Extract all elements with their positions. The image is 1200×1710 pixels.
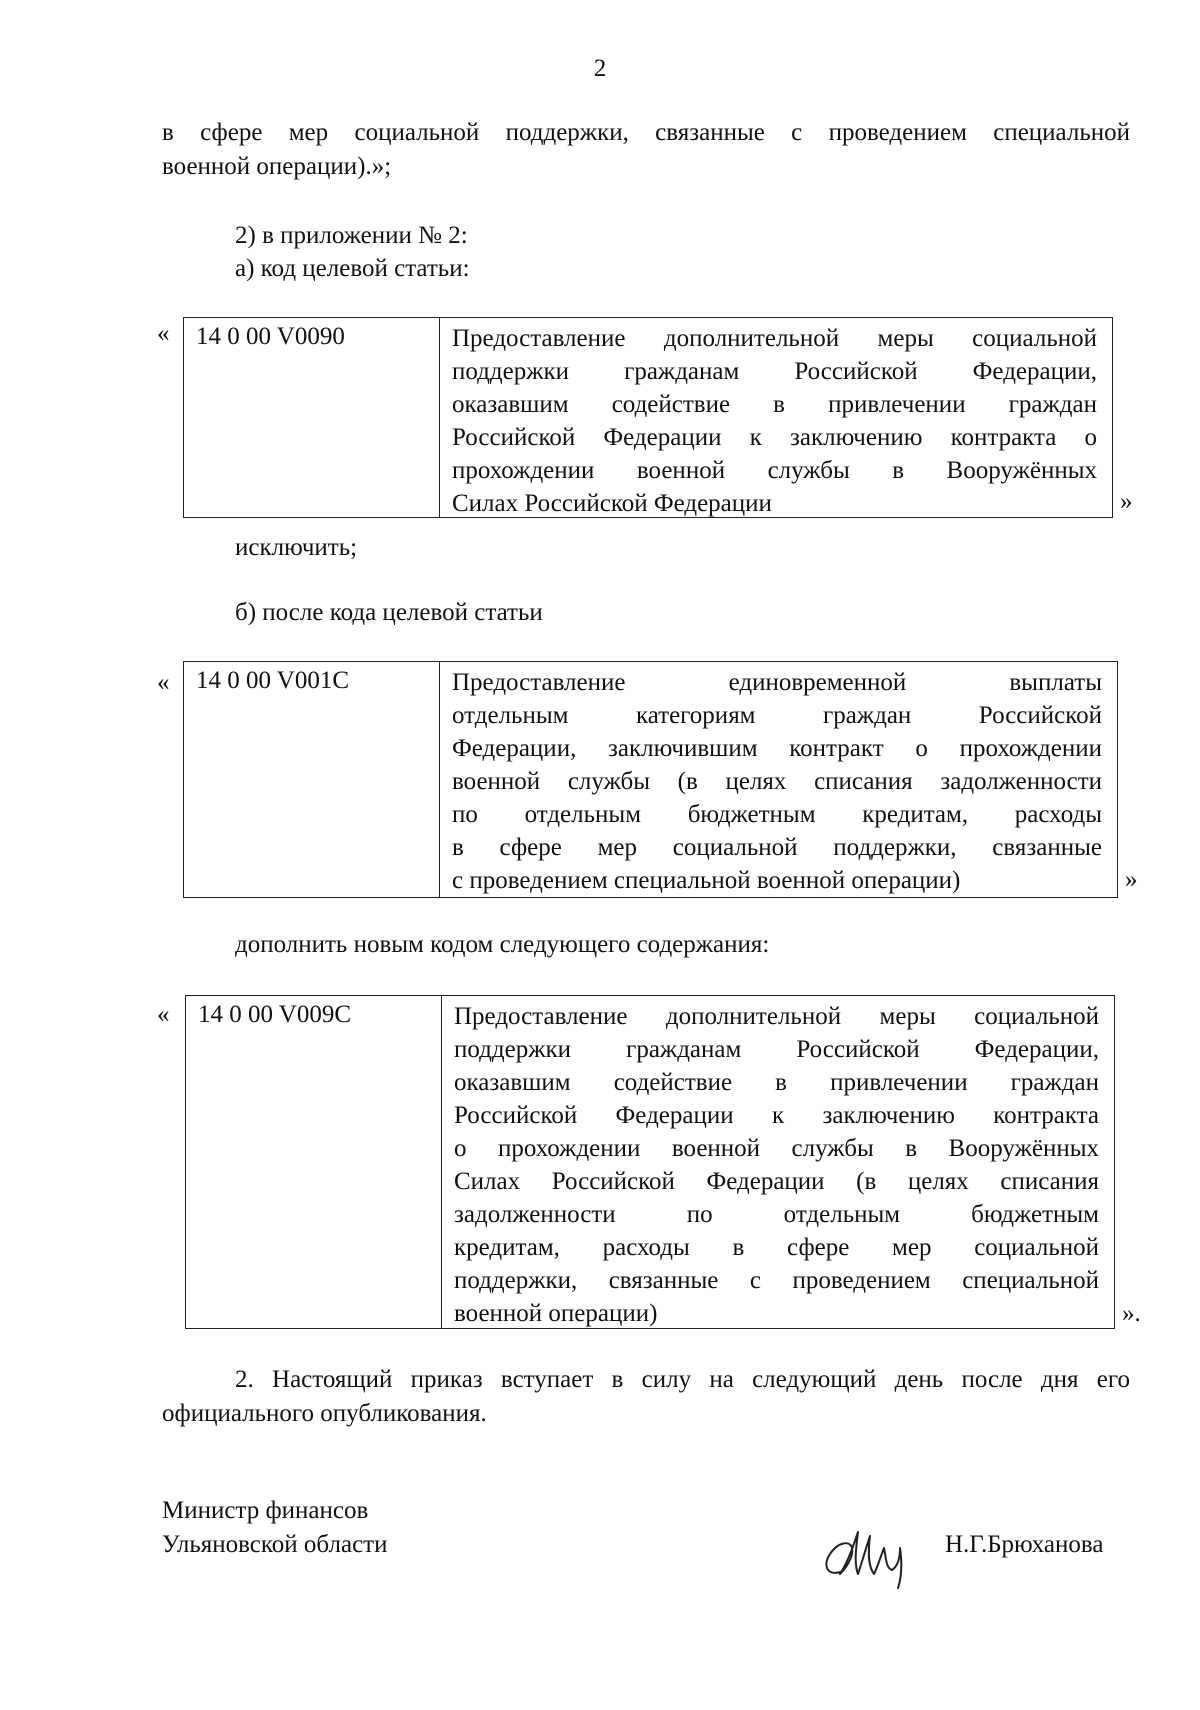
table3-desc-line-8: кредитам, расходы в сфере мер социальной [454, 1234, 1099, 1261]
item2-heading: 2) в приложении № 2: [235, 222, 468, 249]
table3-open-quote: « [157, 1001, 170, 1028]
clause2-line-2: официального опубликования. [162, 1400, 487, 1427]
table2-divider [439, 662, 440, 897]
table2-open-quote: « [157, 669, 170, 696]
after-table1-text: исключить; [235, 534, 358, 561]
intro-line-2: военной операции).»; [162, 153, 392, 180]
table1-desc-line-3: оказавшим содействие в привлечении граждан [452, 391, 1097, 418]
sub-b-text: б) после кода целевой статьи [235, 599, 543, 626]
table1-description [452, 322, 1097, 520]
table2-close-quote: » [1125, 866, 1138, 893]
table1-desc-line-2: поддержки гражданам Российской Федерации, [452, 358, 1097, 385]
table3-desc-line-9: поддержки, связанные с проведением специальной [454, 1267, 1099, 1294]
table3-desc-line-2: поддержки гражданам Российской Федерации, [454, 1036, 1099, 1063]
table1-desc-line-4: Российской Федерации к заключению контракта о [452, 424, 1097, 451]
table3-desc-line-6: Силах Российской Федерации (в целях списания [454, 1168, 1099, 1195]
table2-code: 14 0 00 V001C [196, 667, 350, 694]
table2-desc-line-6: в сфере мер социальной поддержки, связанные [452, 834, 1102, 861]
table2-desc-line-5: по отдельным бюджетным кредитам, расходы [452, 801, 1102, 828]
table3-desc-line-1: Предоставление дополнительной меры социальной [454, 1003, 1099, 1030]
table3-box [185, 995, 1115, 1329]
table2-description [452, 666, 1102, 897]
table1-divider [439, 318, 440, 517]
table3-close-quote: ». [1122, 1300, 1141, 1327]
table1-desc-line-1: Предоставление дополнительной меры социальной [452, 325, 1097, 352]
table3-desc-line-10: военной операции) [454, 1300, 658, 1327]
handwritten-signature-icon [818, 1518, 928, 1590]
table2-desc-line-7: с проведением специальной военной операции) [452, 867, 961, 894]
table2-box [183, 661, 1118, 898]
table1-close-quote: » [1120, 488, 1133, 515]
item2-sub-a: а) код целевой статьи: [235, 255, 470, 282]
table2-desc-line-3: Федерации, заключившим контракт о прохождении [452, 735, 1102, 762]
signatory-position-line-1: Министр финансов [162, 1497, 369, 1524]
table3-description [454, 1000, 1099, 1330]
table1-code: 14 0 00 V0090 [196, 323, 345, 350]
table3-code: 14 0 00 V009C [198, 1001, 352, 1028]
table2-desc-line-2: отдельным категориям граждан Российской [452, 702, 1102, 729]
page-number: 2 [593, 55, 607, 82]
table3-desc-line-5: о прохождении военной службы в Вооружённых [454, 1135, 1099, 1162]
table3-divider [441, 996, 442, 1328]
table2-desc-line-1: Предоставление единовременной выплаты [452, 669, 1102, 696]
table3-desc-line-3: оказавшим содействие в привлечении граждан [454, 1069, 1099, 1096]
table1-box [183, 317, 1113, 518]
table1-desc-line-5: прохождении военной службы в Вооружённых [452, 457, 1097, 484]
clause2-line-1: 2. Настоящий приказ вступает в силу на следующий день после дня его [235, 1366, 1130, 1393]
signatory-position-line-2: Ульяновской области [162, 1531, 388, 1558]
after-table2-text: дополнить новым кодом следующего содержания: [235, 931, 770, 958]
table2-desc-line-4: военной службы (в целях списания задолженности [452, 768, 1102, 795]
table1-desc-line-6: Силах Российской Федерации [452, 490, 772, 517]
intro-line-1: в сфере мер социальной поддержки, связанные с проведением специальной [162, 119, 1130, 146]
table1-open-quote: « [157, 320, 170, 347]
signatory-name: Н.Г.Брюханова [945, 1531, 1104, 1558]
table3-desc-line-7: задолженности по отдельным бюджетным [454, 1201, 1099, 1228]
table3-desc-line-4: Российской Федерации к заключению контракта [454, 1102, 1099, 1129]
